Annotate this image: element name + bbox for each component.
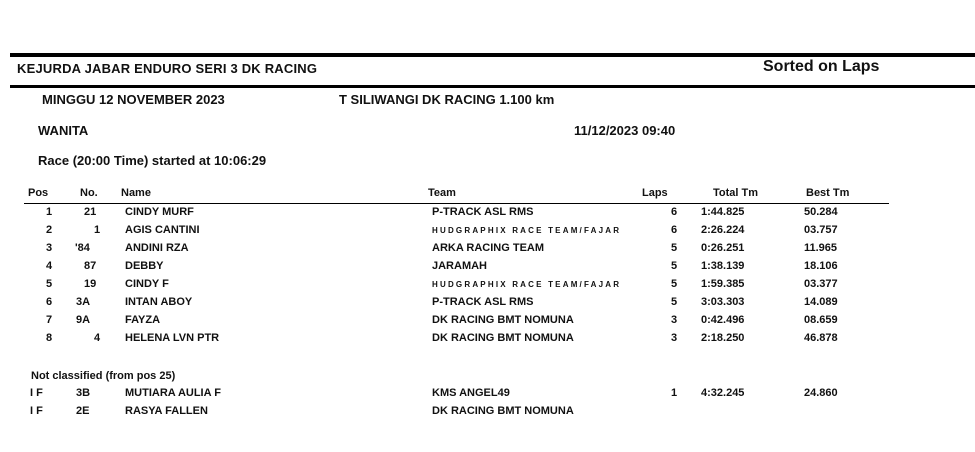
row-best: 08.659: [804, 314, 838, 326]
row-total: 1:44.825: [701, 206, 745, 218]
row-no: '84: [75, 242, 90, 254]
race-info: Race (20:00 Time) started at 10:06:29: [38, 153, 267, 168]
row-team: P-TRACK ASL RMS: [432, 296, 534, 308]
row-name: RASYA FALLEN: [125, 405, 208, 417]
row-team: ARKA RACING TEAM: [432, 242, 545, 254]
row-name: CINDY F: [125, 278, 169, 290]
row-pos: 8: [46, 332, 53, 344]
row-team: DK RACING BMT NOMUNA: [432, 405, 574, 417]
row-total: 1:38.139: [701, 260, 745, 272]
row-no: 21: [84, 206, 97, 218]
col-team: Team: [428, 187, 456, 199]
row-team: HUDGRAPHIX RACE TEAM/FAJAR: [432, 226, 622, 235]
row-best: 03.757: [804, 224, 838, 236]
col-name: Name: [121, 187, 151, 199]
row-total: 1:59.385: [701, 278, 745, 290]
table-row: [0, 260, 975, 278]
row-laps: 5: [671, 242, 678, 254]
row-laps: 3: [671, 332, 678, 344]
row-team: HUDGRAPHIX RACE TEAM/FAJAR: [432, 280, 622, 289]
row-team: JARAMAH: [432, 260, 487, 272]
row-best: 24.860: [804, 387, 838, 399]
timestamp: 11/12/2023 09:40: [574, 123, 676, 138]
row-team: DK RACING BMT NOMUNA: [432, 332, 574, 344]
row-team: P-TRACK ASL RMS: [432, 206, 534, 218]
table-row: [0, 242, 975, 260]
top-rule: [10, 53, 975, 57]
col-no: No.: [80, 187, 98, 199]
row-name: FAYZA: [125, 314, 161, 326]
row-total: 2:18.250: [701, 332, 745, 344]
row-best: 46.878: [804, 332, 838, 344]
row-laps: 5: [671, 260, 678, 272]
table-row: [0, 332, 975, 350]
row-no: 9A: [76, 314, 91, 326]
date-line: MINGGU 12 NOVEMBER 2023: [42, 92, 225, 107]
row-pos: 4: [46, 260, 53, 272]
row-no: 4: [94, 332, 101, 344]
row-name: INTAN ABOY: [125, 296, 193, 308]
row-pos: I F: [30, 387, 43, 399]
row-best: 14.089: [804, 296, 838, 308]
table-row: [0, 405, 975, 423]
row-total: 0:42.496: [701, 314, 745, 326]
event-title: KEJURDA JABAR ENDURO SERI 3 DK RACING: [17, 61, 318, 76]
row-pos: 5: [46, 278, 53, 290]
row-pos: 7: [46, 314, 53, 326]
row-name: AGIS CANTINI: [125, 224, 200, 236]
row-team: KMS ANGEL49: [432, 387, 510, 399]
column-header-rule: [24, 203, 889, 204]
row-laps: 5: [671, 278, 678, 290]
sort-label: Sorted on Laps: [763, 58, 880, 75]
row-laps: 1: [671, 387, 678, 399]
table-row: [0, 314, 975, 332]
row-total: 3:03.303: [701, 296, 745, 308]
row-best: 50.284: [804, 206, 838, 218]
table-row: [0, 278, 975, 296]
row-laps: 6: [671, 206, 678, 218]
row-name: DEBBY: [125, 260, 164, 272]
row-no: 87: [84, 260, 97, 272]
row-total: 4:32.245: [701, 387, 745, 399]
row-no: 3A: [76, 296, 91, 308]
category-label: WANITA: [38, 123, 89, 138]
row-no: 2E: [76, 405, 90, 417]
row-best: 18.106: [804, 260, 838, 272]
row-pos: 1: [46, 206, 53, 218]
row-best: 11.965: [804, 242, 838, 254]
row-name: ANDINI RZA: [125, 242, 189, 254]
row-laps: 6: [671, 224, 678, 236]
table-row: [0, 206, 975, 224]
circuit-line: T SILIWANGI DK RACING 1.100 km: [339, 92, 555, 107]
row-pos: 2: [46, 224, 53, 236]
row-no: 3B: [76, 387, 91, 399]
row-no: 19: [84, 278, 97, 290]
not-classified-label: Not classified (from pos 25): [31, 370, 176, 382]
table-row: [0, 387, 975, 405]
row-pos: 6: [46, 296, 53, 308]
col-total: Total Tm: [713, 187, 759, 199]
col-laps: Laps: [642, 187, 668, 199]
row-total: 2:26.224: [701, 224, 745, 236]
row-team: DK RACING BMT NOMUNA: [432, 314, 574, 326]
title-rule: [10, 85, 975, 88]
row-pos: 3: [46, 242, 53, 254]
row-total: 0:26.251: [701, 242, 745, 254]
row-no: 1: [94, 224, 101, 236]
row-laps: 3: [671, 314, 678, 326]
table-row: [0, 296, 975, 314]
row-best: 03.377: [804, 278, 838, 290]
row-name: MUTIARA AULIA F: [125, 387, 221, 399]
row-name: CINDY MURF: [125, 206, 194, 218]
col-pos: Pos: [28, 187, 49, 199]
row-name: HELENA LVN PTR: [125, 332, 220, 344]
table-row: [0, 224, 975, 242]
row-pos: I F: [30, 405, 43, 417]
row-laps: 5: [671, 296, 678, 308]
col-best: Best Tm: [806, 187, 850, 199]
